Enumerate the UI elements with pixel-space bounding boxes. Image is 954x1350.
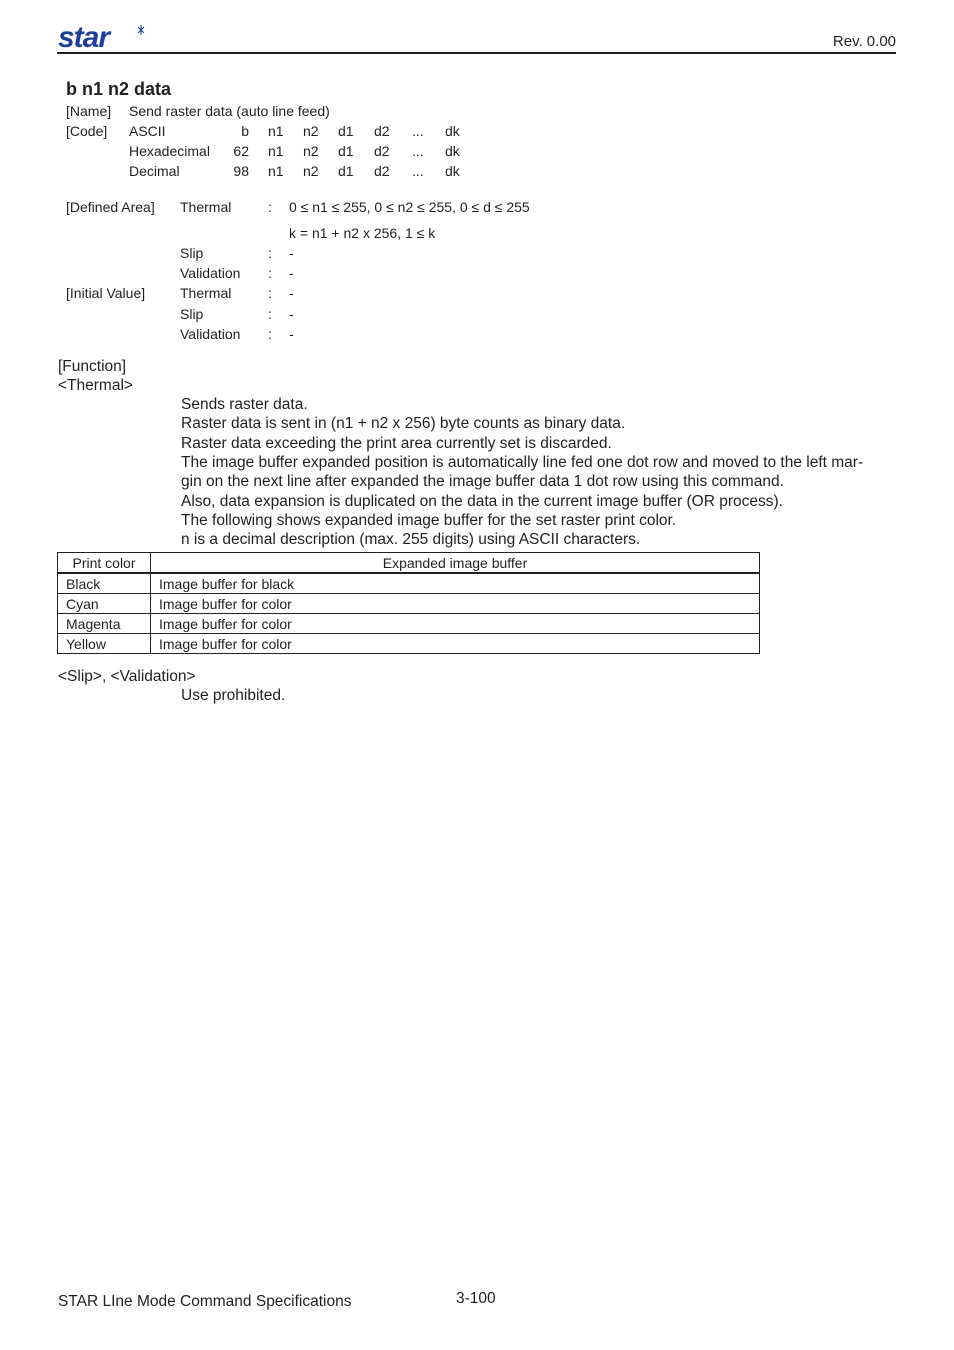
code-label: [Code] bbox=[66, 123, 108, 139]
code-cell: d1 bbox=[338, 143, 354, 159]
defined-area-colon: : bbox=[268, 199, 272, 215]
table-cell: Cyan bbox=[58, 594, 151, 614]
table-cell: Image buffer for black bbox=[151, 573, 760, 594]
name-label: [Name] bbox=[66, 103, 112, 119]
code-cell: d1 bbox=[338, 123, 354, 139]
code-cell: d2 bbox=[374, 143, 390, 159]
table-header-cell: Print color bbox=[58, 553, 151, 574]
header-rule bbox=[57, 52, 896, 54]
star-logo bbox=[58, 22, 158, 52]
code-cell: n2 bbox=[303, 163, 319, 179]
table-cell: Magenta bbox=[58, 614, 151, 634]
defined-area-mode: Validation bbox=[180, 265, 241, 281]
thermal-description-line: gin on the next line after expanded the image buffer data 1 dot row using this command. bbox=[181, 473, 784, 491]
footer-doc-title: STAR LIne Mode Command Specifications bbox=[58, 1293, 352, 1310]
initial-value-value: - bbox=[289, 326, 294, 342]
table-cell: Yellow bbox=[58, 634, 151, 654]
table-row bbox=[58, 634, 760, 654]
thermal-description-line: Raster data exceeding the print area currently set is discarded. bbox=[181, 434, 612, 452]
command-title: b n1 n2 data bbox=[66, 79, 172, 99]
table-cell: Black bbox=[58, 573, 151, 594]
name-value: Send raster data (auto line feed) bbox=[129, 103, 330, 119]
print-color-table bbox=[57, 552, 760, 654]
table-header-row bbox=[58, 553, 760, 574]
initial-value-label: [Initial Value] bbox=[66, 285, 146, 301]
code-cell: ... bbox=[412, 123, 424, 139]
code-cell: n1 bbox=[268, 163, 284, 179]
initial-value-mode: Thermal bbox=[180, 285, 232, 301]
revision-label: Rev. 0.00 bbox=[832, 33, 896, 50]
initial-value-colon: : bbox=[268, 285, 272, 301]
table-cell: Image buffer for color bbox=[151, 614, 760, 634]
defined-area-colon: : bbox=[268, 245, 272, 261]
code-cell: n2 bbox=[303, 143, 319, 159]
thermal-description-line: Also, data expansion is duplicated on the data in the current image buffer (OR process). bbox=[181, 492, 783, 510]
defined-area-label: [Defined Area] bbox=[66, 199, 155, 215]
code-cell: 98 bbox=[233, 163, 249, 179]
initial-value-value: - bbox=[289, 305, 294, 322]
defined-area-mode: Thermal bbox=[180, 199, 232, 215]
code-cell: dk bbox=[445, 143, 460, 159]
thermal-description-line: n is a decimal description (max. 255 digits) using ASCII characters. bbox=[181, 531, 641, 549]
star-logo-wordmark: star bbox=[58, 22, 110, 52]
initial-value-value: - bbox=[289, 285, 294, 301]
initial-value-colon: : bbox=[268, 326, 272, 342]
star-logo-mark-icon bbox=[138, 25, 144, 35]
initial-value-mode: Validation bbox=[180, 326, 241, 342]
code-cell: ... bbox=[412, 143, 424, 159]
code-cell: dk bbox=[445, 123, 460, 139]
table-cell: Image buffer for color bbox=[151, 634, 760, 654]
initial-value-colon: : bbox=[268, 305, 272, 322]
code-row-label: ASCII bbox=[129, 123, 166, 139]
thermal-description-line: The image buffer expanded position is automatically line fed one dot row and moved to the left mar- bbox=[181, 453, 864, 471]
code-cell: d2 bbox=[374, 163, 390, 179]
code-cell: d1 bbox=[338, 163, 354, 179]
code-row-label: Decimal bbox=[129, 163, 180, 179]
code-cell: n1 bbox=[268, 123, 284, 139]
table-row bbox=[58, 594, 760, 614]
defined-area-mode: Slip bbox=[180, 245, 204, 261]
code-cell: b bbox=[241, 123, 249, 139]
thermal-description-line: Raster data is sent in (n1 + n2 x 256) byte counts as binary data. bbox=[181, 415, 626, 433]
code-cell: n1 bbox=[268, 143, 284, 159]
code-cell: 62 bbox=[233, 143, 249, 159]
code-cell: ... bbox=[412, 163, 424, 179]
defined-area-value: k = n1 + n2 x 256, 1 ≤ k bbox=[289, 225, 436, 241]
defined-area-value: - bbox=[289, 245, 294, 261]
slip-validation-label: <Slip>, <Validation> bbox=[58, 668, 196, 685]
table-row bbox=[58, 614, 760, 634]
code-cell: n2 bbox=[303, 123, 319, 139]
thermal-label: <Thermal> bbox=[58, 377, 133, 394]
table-row bbox=[58, 573, 760, 594]
table-header-cell: Expanded image buffer bbox=[151, 553, 760, 574]
thermal-description-line: The following shows expanded image buffer for the set raster print color. bbox=[181, 511, 677, 529]
code-cell: dk bbox=[445, 163, 460, 179]
code-row-label: Hexadecimal bbox=[129, 143, 210, 159]
slip-validation-text: Use prohibited. bbox=[181, 687, 286, 704]
defined-area-value: 0 ≤ n1 ≤ 255, 0 ≤ n2 ≤ 255, 0 ≤ d ≤ 255 bbox=[289, 199, 530, 215]
initial-value-mode: Slip bbox=[180, 305, 204, 322]
table-cell: Image buffer for color bbox=[151, 594, 760, 614]
function-label: [Function] bbox=[58, 358, 127, 375]
page-number: 3-100 bbox=[456, 1290, 496, 1307]
defined-area-colon: : bbox=[268, 265, 272, 281]
code-cell: d2 bbox=[374, 123, 390, 139]
thermal-description-line: Sends raster data. bbox=[181, 396, 308, 413]
defined-area-value: - bbox=[289, 265, 294, 281]
